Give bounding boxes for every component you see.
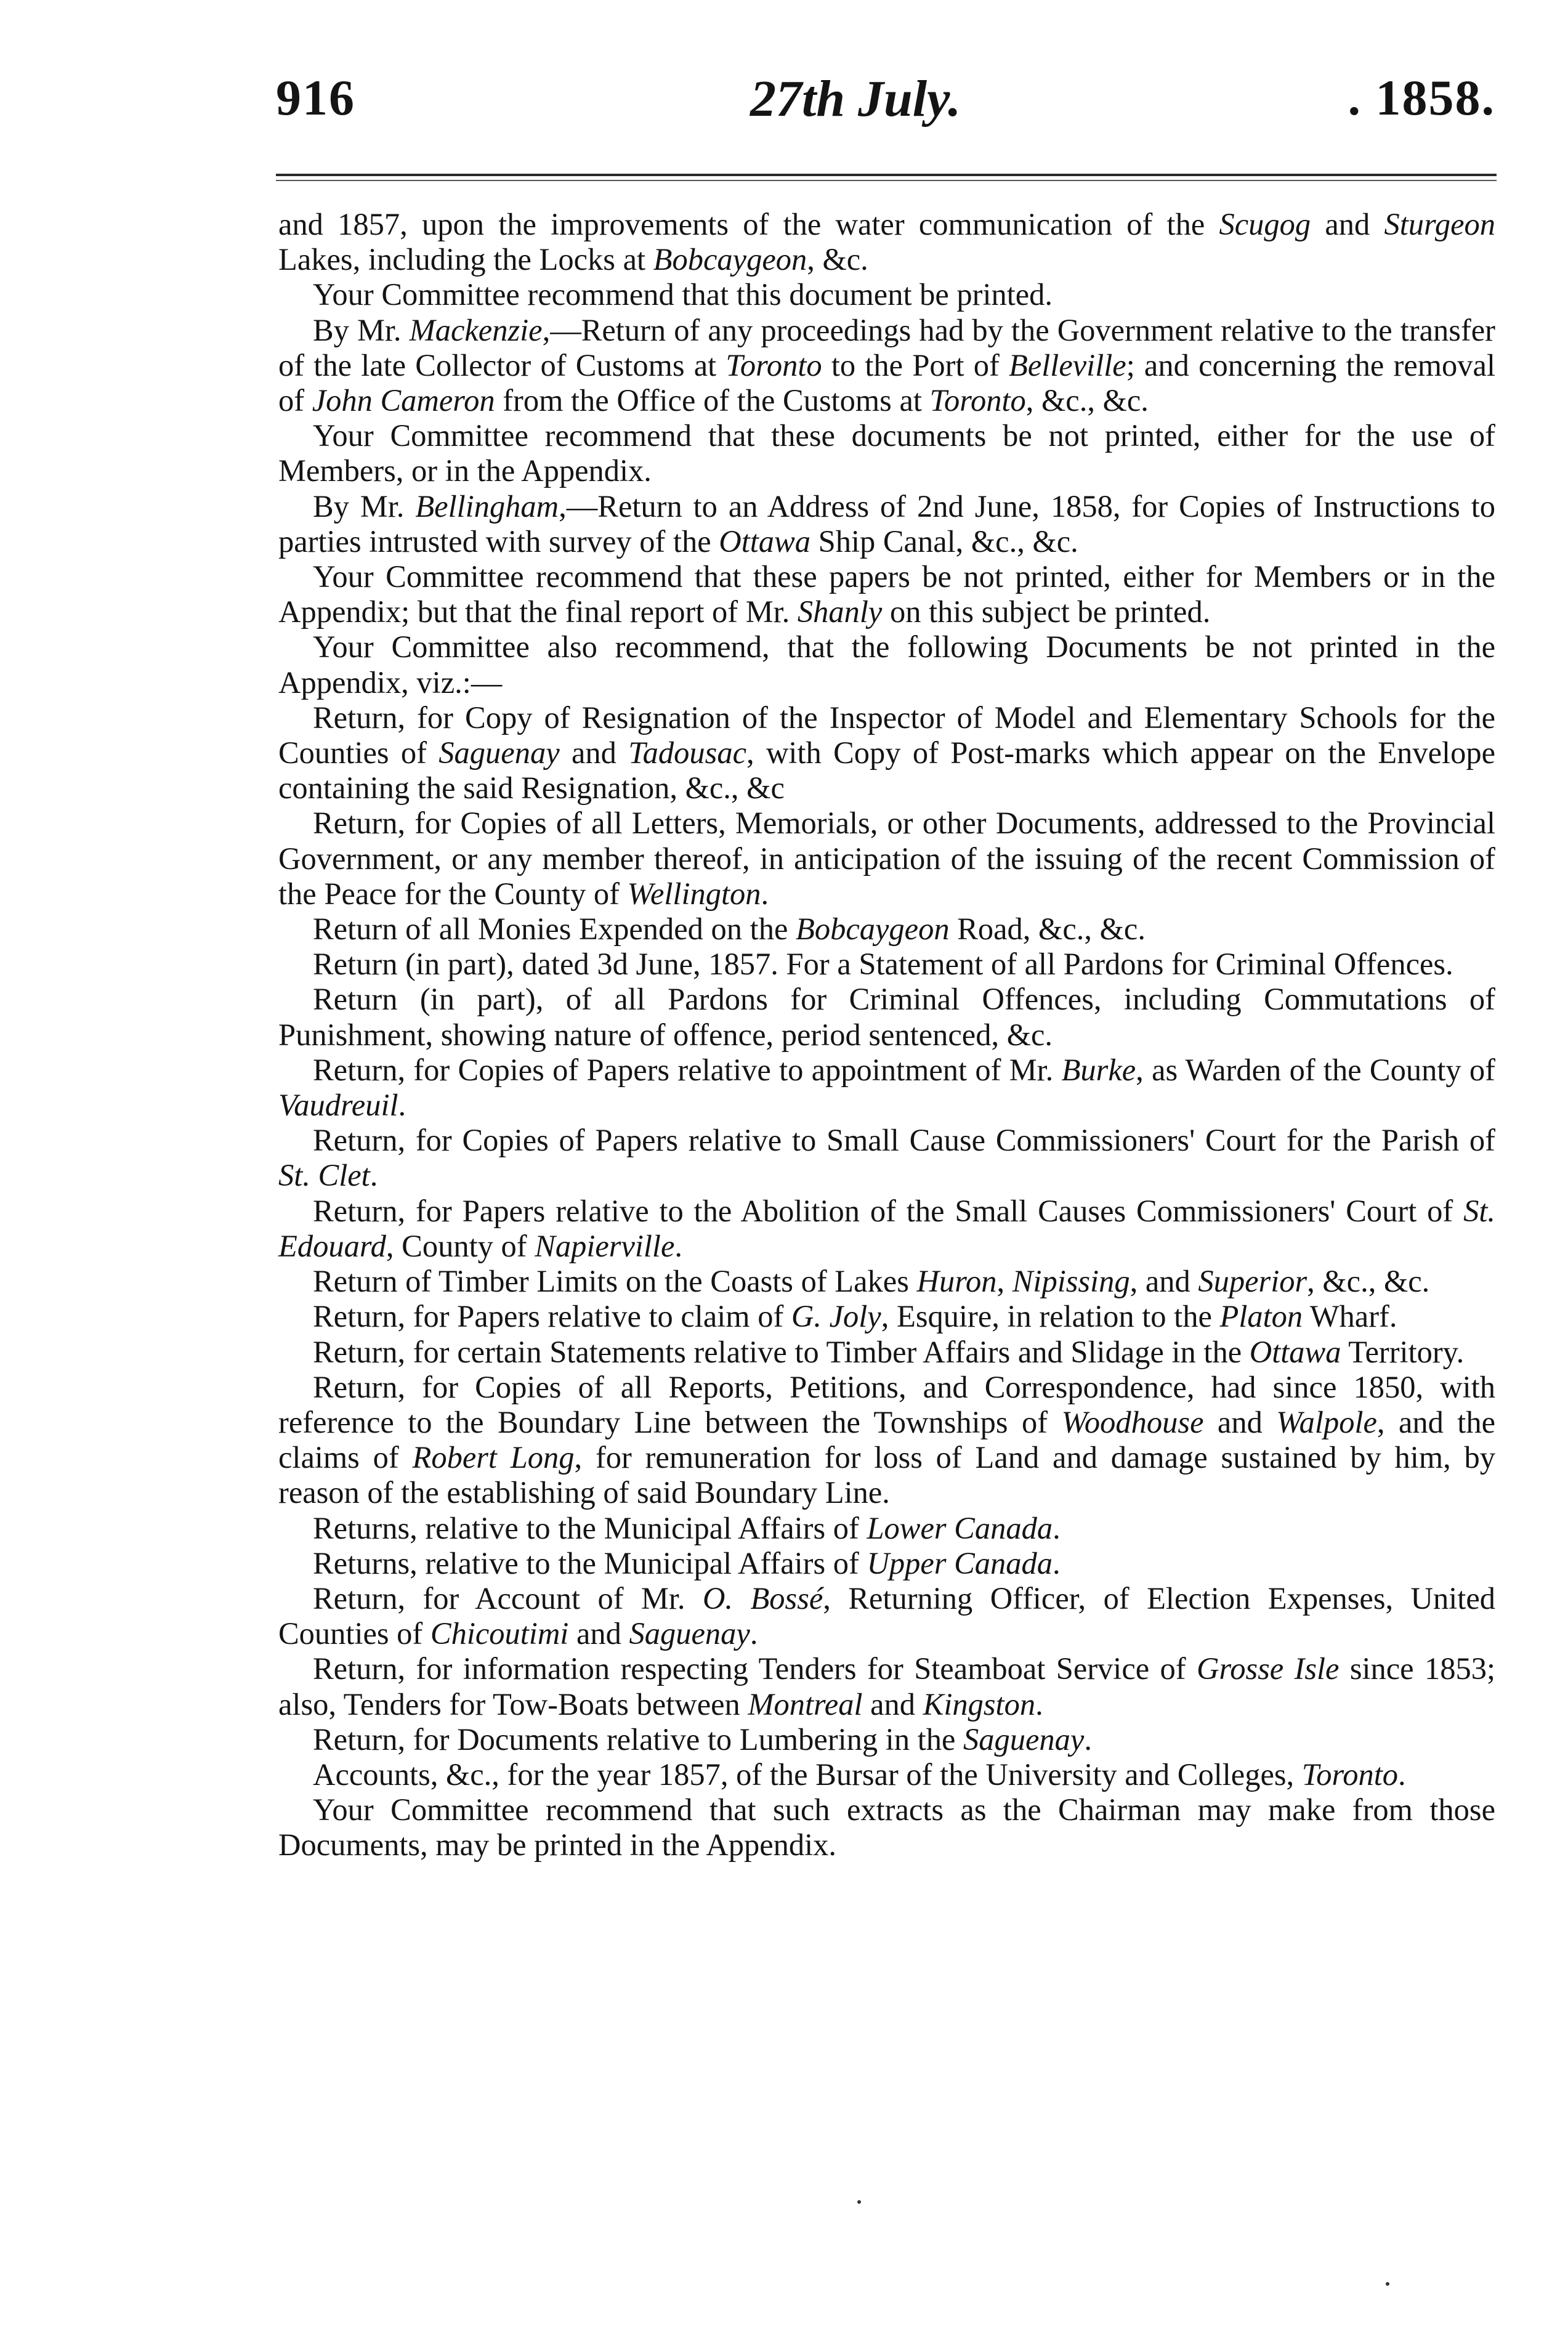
paragraph: Your Committee recommend that this document be printed.: [313, 277, 1053, 312]
paragraph: and 1857, upon the improvements of the water communication of the Scugog and Sturgeon Lakes, including the Locks at Bobcaygeon, &c.: [278, 207, 1495, 277]
speck-mark: [857, 2200, 861, 2204]
paragraph: Return, for information respecting Tenders for Steamboat Service of Grosse Isle since 1853; also, Tenders for Tow-Boats between Montreal and Kingston.: [278, 1651, 1495, 1722]
paragraph: Your Committee also recommend, that the following Documents be not printed in the Appendix, viz.:—: [278, 629, 1495, 700]
paragraph: Return, for Copies of Papers relative to Small Cause Commissioners' Court for the Parish of St. Clet.: [278, 1123, 1495, 1193]
paragraph: By Mr. Bellingham,—Return to an Address of 2nd June, 1858, for Copies of Instructions to parties intrusted with survey of the Ottawa Ship Canal, &c., &c.: [278, 488, 1495, 559]
paragraph: Returns, relative to the Municipal Affairs of Lower Canada.: [313, 1510, 1061, 1545]
paragraph: Your Committee recommend that these documents be not printed, either for the use of Members, or in the Appendix.: [278, 418, 1495, 488]
paragraph: Return, for Papers relative to claim of G. Joly, Esquire, in relation to the Platon Wharf.: [313, 1299, 1397, 1334]
paragraph: Return, for Documents relative to Lumbering in the Saguenay.: [313, 1722, 1092, 1757]
paragraph: Your Committee recommend that such extracts as the Chairman may make from those Documents, may be printed in the Appendix.: [278, 1792, 1495, 1863]
page-number: 916: [276, 70, 355, 126]
paragraph: Return (in part), of all Pardons for Criminal Offences, including Commutations of Punishment, showing nature of offence, period sentenced, &c.: [278, 982, 1495, 1052]
header-year: . 1858.: [1348, 70, 1495, 126]
paragraph: Return, for Copies of all Letters, Memorials, or other Documents, addressed to the Provincial Government, or any member thereof, in anticipation of the issuing of the recent Commission of the Peace for the County of Wellington.: [278, 806, 1495, 911]
paragraph: Return, for Copies of Papers relative to appointment of Mr. Burke, as Warden of the County of Vaudreuil.: [278, 1052, 1495, 1123]
paragraph: Return, for certain Statements relative to Timber Affairs and Slidage in the Ottawa Territory.: [313, 1334, 1465, 1369]
body-text: [278, 207, 1495, 1863]
speck-mark: [1386, 2282, 1389, 2286]
paragraph: Your Committee recommend that these papers be not printed, either for Members or in the Appendix; but that the final report of Mr. Shanly on this subject be printed.: [278, 559, 1495, 629]
paragraph: Return, for Copy of Resignation of the Inspector of Model and Elementary Schools for the Counties of Saguenay and Tadousac, with Copy of Post-marks which appear on the Envelope containing the said Resignation, &c., &c: [278, 700, 1495, 806]
paragraph: Return, for Copies of all Reports, Petitions, and Correspondence, had since 1850, with reference to the Boundary Line between the Townships of Woodhouse and Walpole, and the claims of Robert Long, for remuneration for loss of Land and damage sustained by him, by reason of the establishing of said Boundary Line.: [278, 1369, 1496, 1510]
header-date: 27th July.: [750, 70, 961, 127]
page-header: [276, 69, 1495, 149]
header-rule: [276, 174, 1497, 176]
paragraph: Return, for Account of Mr. O. Bossé, Returning Officer, of Election Expenses, United Counties of Chicoutimi and Saguenay.: [278, 1580, 1495, 1651]
paragraph: Return (in part), dated 3d June, 1857. For a Statement of all Pardons for Criminal Offences.: [313, 947, 1453, 982]
paragraph: Return of Timber Limits on the Coasts of Lakes Huron, Nipissing, and Superior, &c., &c.: [313, 1264, 1430, 1299]
header-rule-thin: [276, 180, 1497, 181]
paragraph: Returns, relative to the Municipal Affairs of Upper Canada.: [313, 1545, 1061, 1580]
paragraph: By Mr. Mackenzie,—Return of any proceedings had by the Government relative to the transfer of the late Collector of Customs at Toronto to the Port of Belleville; and concerning the removal of John Cameron from the Office of the Customs at Toronto, &c., &c.: [278, 312, 1495, 418]
paragraph: Accounts, &c., for the year 1857, of the Bursar of the University and Colleges, Toronto.: [313, 1757, 1406, 1792]
paragraph: Return, for Papers relative to the Abolition of the Small Causes Commissioners' Court of St. Edouard, County of Napierville.: [278, 1193, 1495, 1263]
paragraph: Return of all Monies Expended on the Bobcaygeon Road, &c., &c.: [313, 912, 1146, 947]
